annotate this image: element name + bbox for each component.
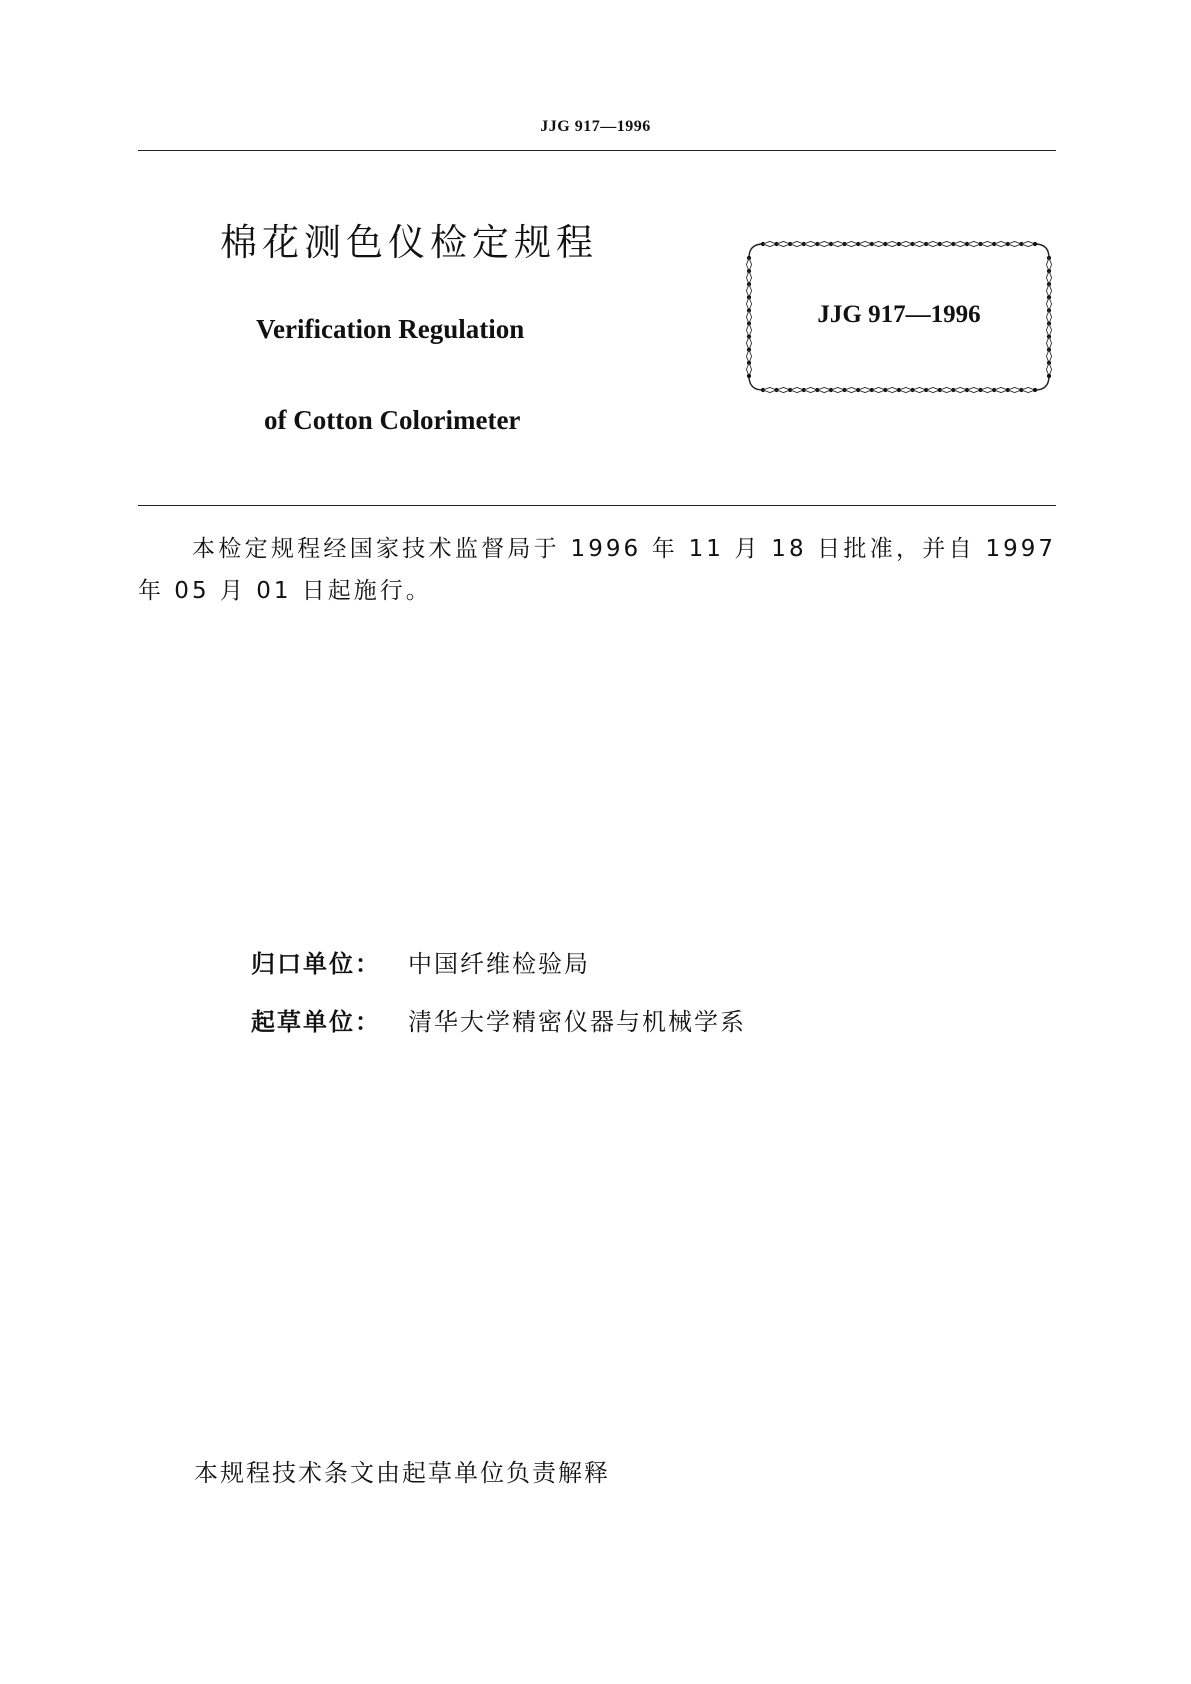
org-label-drafting: 起草单位： [251, 1008, 381, 1036]
standard-code: JJG 917—1996 [817, 301, 981, 328]
org-label-responsible: 归口单位： [251, 950, 381, 978]
org-value-drafting: 清华大学精密仪器与机械学系 [408, 1008, 746, 1036]
title-chinese: 棉花测色仪检定规程 [220, 221, 598, 264]
title-bottom-rule [138, 505, 1056, 506]
running-header-code: JJG 917—1996 [540, 118, 651, 135]
title-english-line2: of Cotton Colorimeter [264, 405, 521, 435]
org-value-responsible: 中国纤维检验局 [408, 950, 590, 978]
interpretation-note: 本规程技术条文由起草单位负责解释 [194, 1459, 610, 1487]
approval-statement: 本检定规程经国家技术监督局于 1996 年 11 月 18 日批准，并自 1997 年 05 月 01 日起施行。 [138, 536, 1056, 604]
org-row-responsible [251, 944, 590, 979]
standard-code-box [741, 236, 1057, 398]
header-rule [138, 150, 1056, 151]
org-row-drafting [251, 1002, 746, 1037]
title-english-line1: Verification Regulation [256, 314, 525, 344]
